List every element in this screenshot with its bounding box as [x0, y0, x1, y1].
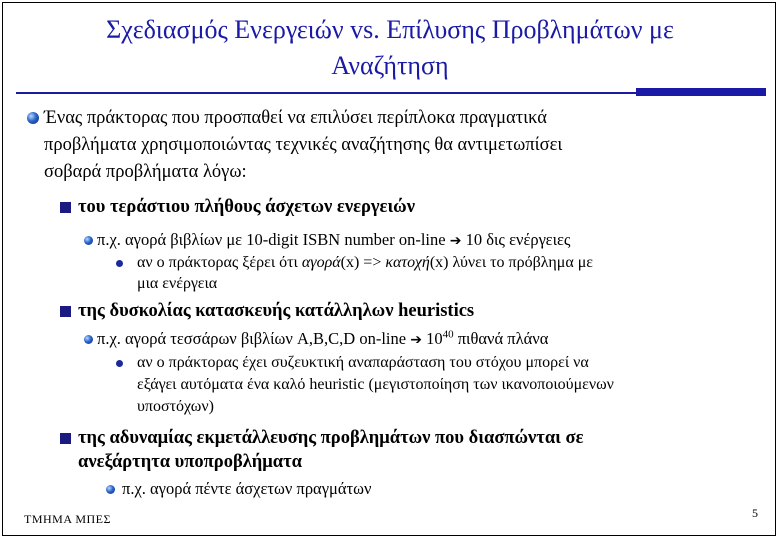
sub1-example-result: 10 δις ενέργειες [465, 230, 571, 249]
sub2-detail-line-2: εξάγει αυτόματα ένα καλό heuristic (μεγιστοποίηση των ικανοποιούμενων [137, 376, 614, 393]
bullet-disc-icon [84, 236, 93, 245]
sub2-example [97, 328, 548, 351]
square-bullet-icon [60, 306, 71, 317]
sub2-example-exponent: 40 [442, 328, 454, 341]
sub1-example [97, 229, 570, 252]
sub1-detail-text: αν ο πράκτορας ξέρει ότι [137, 254, 302, 271]
bullet-dot-icon [116, 260, 123, 267]
bullet1-line-3: σοβαρά προβλήματα λόγω: [44, 162, 247, 182]
sub1-example-text: π.χ. αγορά βιβλίων με 10-digit ISBN number on-line [97, 230, 446, 249]
square-bullet-icon [60, 433, 71, 444]
footer-text: ΤΜΗΜΑ ΜΠΕΣ [24, 512, 111, 526]
right-arrow-icon: ➔ [410, 332, 422, 348]
sub1-detail-line-2: μια ενέργεια [137, 275, 218, 292]
sub3-example: π.χ. αγορά πέντε άσχετων πραγμάτων [122, 479, 372, 498]
sub1-detail-text: (x) => [340, 254, 386, 271]
sub2-detail-line-3: υποστόχων) [137, 398, 214, 415]
right-arrow-icon: ➔ [449, 233, 462, 249]
bullet-disc-icon [27, 112, 39, 124]
sub2-example-text: π.χ. αγορά τεσσάρων βιβλίων A,B,C,D on-line [97, 329, 407, 348]
square-bullet-icon [60, 202, 71, 213]
bullet-disc-icon [84, 335, 93, 344]
bullet1-line-1: Ένας πράκτορας που προσπαθεί να επιλύσει περίπλοκα πραγματικά [44, 108, 548, 128]
sub3-heading-line-2: ανεξάρτητα υποπροβλήματα [78, 452, 302, 472]
sub2-detail-line-1: αν ο πράκτορας έχει συζευκτική αναπαράσταση του στόχου μπορεί να [137, 354, 589, 371]
title-line-2: Αναζήτηση [331, 51, 449, 80]
sub3-heading-line-1: της αδυναμίας εκμετάλλευσης προβλημάτων που διασπώνται σε [78, 428, 584, 448]
sub2-heading: της δυσκολίας κατασκευής κατάλληλων heuristics [78, 301, 475, 321]
title-divider-accent [636, 88, 766, 96]
sub1-heading: του τεράστιου πλήθους άσχετων ενεργειών [78, 197, 415, 217]
bullet1-line-2: προβλήματα χρησιμοποιώντας τεχνικές αναζήτησης θα αντιμετωπίσει [44, 135, 563, 155]
bullet-dot-icon [116, 360, 123, 367]
slide-title [20, 12, 760, 84]
sub2-example-base: 10 [426, 329, 443, 348]
sub1-detail-text: (x) λύνει το πρόβλημα με [429, 254, 593, 271]
sub1-detail-italic-1: αγορά [301, 254, 341, 271]
sub1-detail-italic-2: κατοχή [385, 254, 430, 271]
title-line-1: Σχεδιασμός Ενεργειών vs. Επίλυσης Προβλημάτων με [106, 15, 674, 44]
page-number: 5 [752, 506, 758, 520]
sub1-detail-line-1 [137, 252, 593, 273]
bullet-disc-icon [106, 485, 115, 494]
sub2-example-result: πιθανά πλάνα [453, 329, 549, 348]
